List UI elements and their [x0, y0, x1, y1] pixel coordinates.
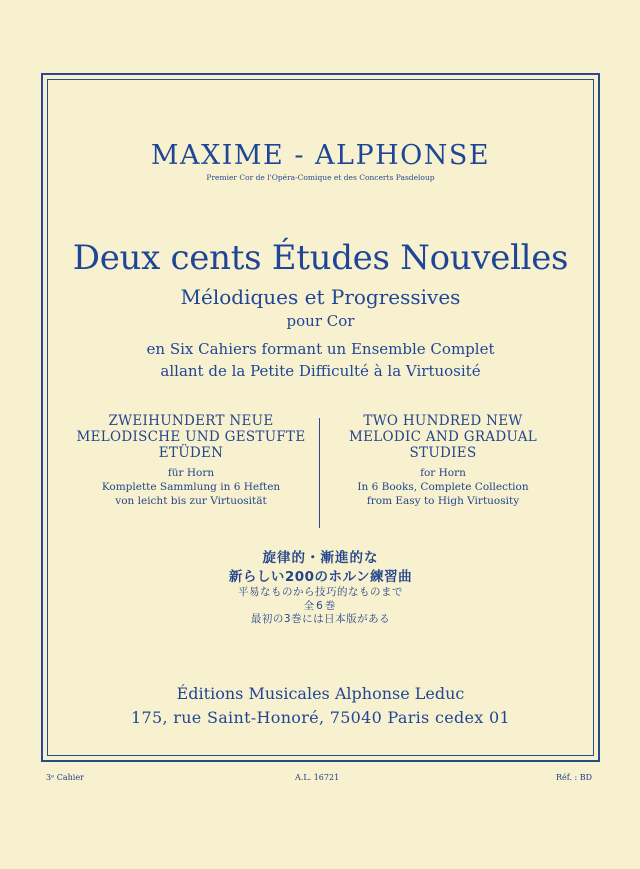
- plate-number: A.L. 16721: [295, 773, 340, 782]
- english-title-2: MELODIC AND GRADUAL: [348, 429, 538, 445]
- english-collection-2: from Easy to High Virtuosity: [366, 495, 520, 507]
- subtitle: Mélodiques et Progressives: [180, 285, 461, 309]
- japanese-line-2: 新らしい200のホルン練習曲: [228, 569, 413, 585]
- german-title-1: ZWEIHUNDERT NEUE: [108, 413, 274, 429]
- reference-code: Réf. : BD: [556, 773, 593, 782]
- composer-name: MAXIME - ALPHONSE: [150, 140, 491, 171]
- publisher-name: Éditions Musicales Alphonse Leduc: [176, 684, 465, 703]
- german-title-2: MELODISCHE UND GESTUFTE: [76, 429, 306, 445]
- japanese-line-5: 最初の3巻には日本版がある: [250, 613, 391, 625]
- english-block: [318, 413, 568, 508]
- german-block: [66, 413, 316, 508]
- german-collection-1: Komplette Sammlung in 6 Heften: [101, 481, 281, 493]
- instrument-line: pour Cor: [286, 312, 355, 330]
- publisher-address: 175, rue Saint-Honoré, 75040 Paris cedex 01: [131, 708, 510, 727]
- collection-line-1: en Six Cahiers formant un Ensemble Complet: [146, 340, 495, 358]
- german-title-3: ETÜDEN: [158, 445, 224, 461]
- english-title-3: STUDIES: [409, 445, 477, 461]
- volume-number: 3ᵉ Cahier: [46, 773, 84, 782]
- english-title-1: TWO HUNDRED NEW: [363, 413, 523, 429]
- main-title: Deux cents Études Nouvelles: [72, 238, 569, 278]
- english-instrument: for Horn: [420, 467, 466, 479]
- english-collection-1: In 6 Books, Complete Collection: [357, 481, 529, 493]
- german-collection-2: von leicht bis zur Virtuosität: [115, 495, 267, 507]
- japanese-line-3: 平易なものから技巧的なものまで: [238, 586, 403, 598]
- german-instrument: für Horn: [167, 467, 215, 479]
- japanese-line-4: 全6巻: [303, 600, 338, 612]
- japanese-line-1: 旋律的・漸進的な: [262, 550, 379, 566]
- collection-line-2: allant de la Petite Difficulté à la Virtuosité: [160, 362, 481, 380]
- composer-note: Premier Cor de l'Opéra-Comique et des Concerts Pasdeloup: [206, 173, 435, 182]
